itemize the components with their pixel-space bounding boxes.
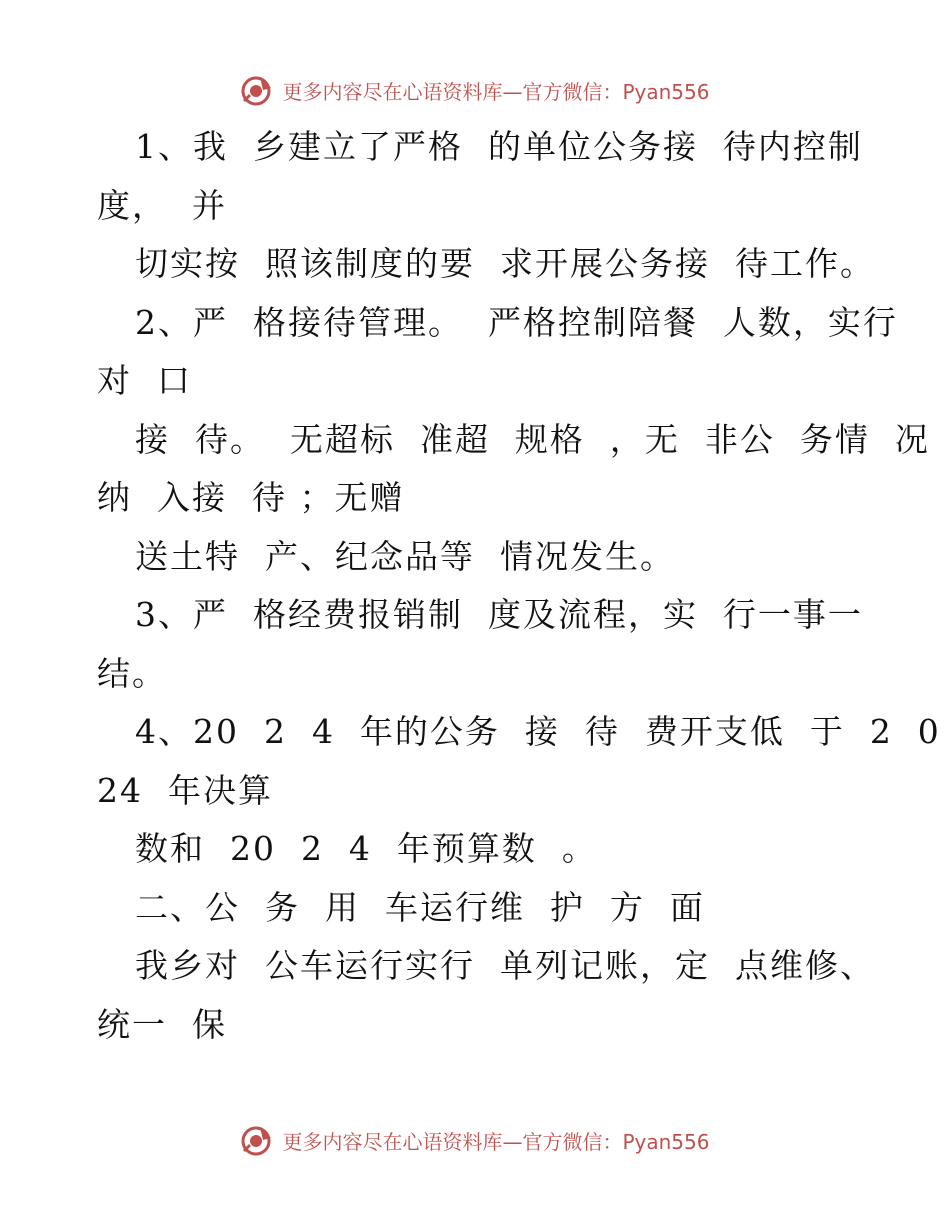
text-line: 对 口 <box>97 361 192 400</box>
text-line: 二、公 务 用 车运行维 护 方 面 <box>135 887 705 927</box>
text-line: 送土特 产、纪念品等 情况发生。 <box>135 536 675 576</box>
pen-logo-icon <box>240 1123 274 1157</box>
document-body <box>97 118 941 1054</box>
text-line: 24 年决算 <box>97 770 273 810</box>
text-line: 我乡对 公车运行实行 单列记账，定 点维修、 <box>135 946 875 985</box>
text-line: 3、严 格经费报销制 度及流程，实 行一事一 <box>135 595 863 634</box>
footer-banner <box>0 1120 950 1160</box>
text-line: 1、我 乡建立了严格 的单位公务接 待内控制 <box>135 127 863 166</box>
text-line: 切实按 照该制度的要 求开展公务接 待工作。 <box>135 244 875 283</box>
text-line: 接 待。 无超标 准超 规格 ，无 非公 务情 况 <box>135 419 930 459</box>
text-line: 数和 20 2 4 年预算数 。 <box>135 829 597 868</box>
text-line: 度， 并 <box>97 185 227 225</box>
header-banner <box>0 70 950 110</box>
footer-banner-text: 更多内容尽在心语资料库—官方微信：Pyan556 <box>282 1129 710 1154</box>
text-line: 2、严 格接待管理。 严格控制陪餐 人数，实行 <box>135 302 898 342</box>
text-line: 4、20 2 4 年的公务 接 待 费开支低 于 2 0 <box>135 712 941 751</box>
text-line: 统一 保 <box>97 1004 227 1044</box>
header-banner-text: 更多内容尽在心语资料库—官方微信：Pyan556 <box>282 79 710 104</box>
text-line: 结。 <box>97 653 167 693</box>
text-line: 纳 入接 待 ；无赠 <box>97 478 405 517</box>
pen-logo-icon <box>240 73 274 107</box>
